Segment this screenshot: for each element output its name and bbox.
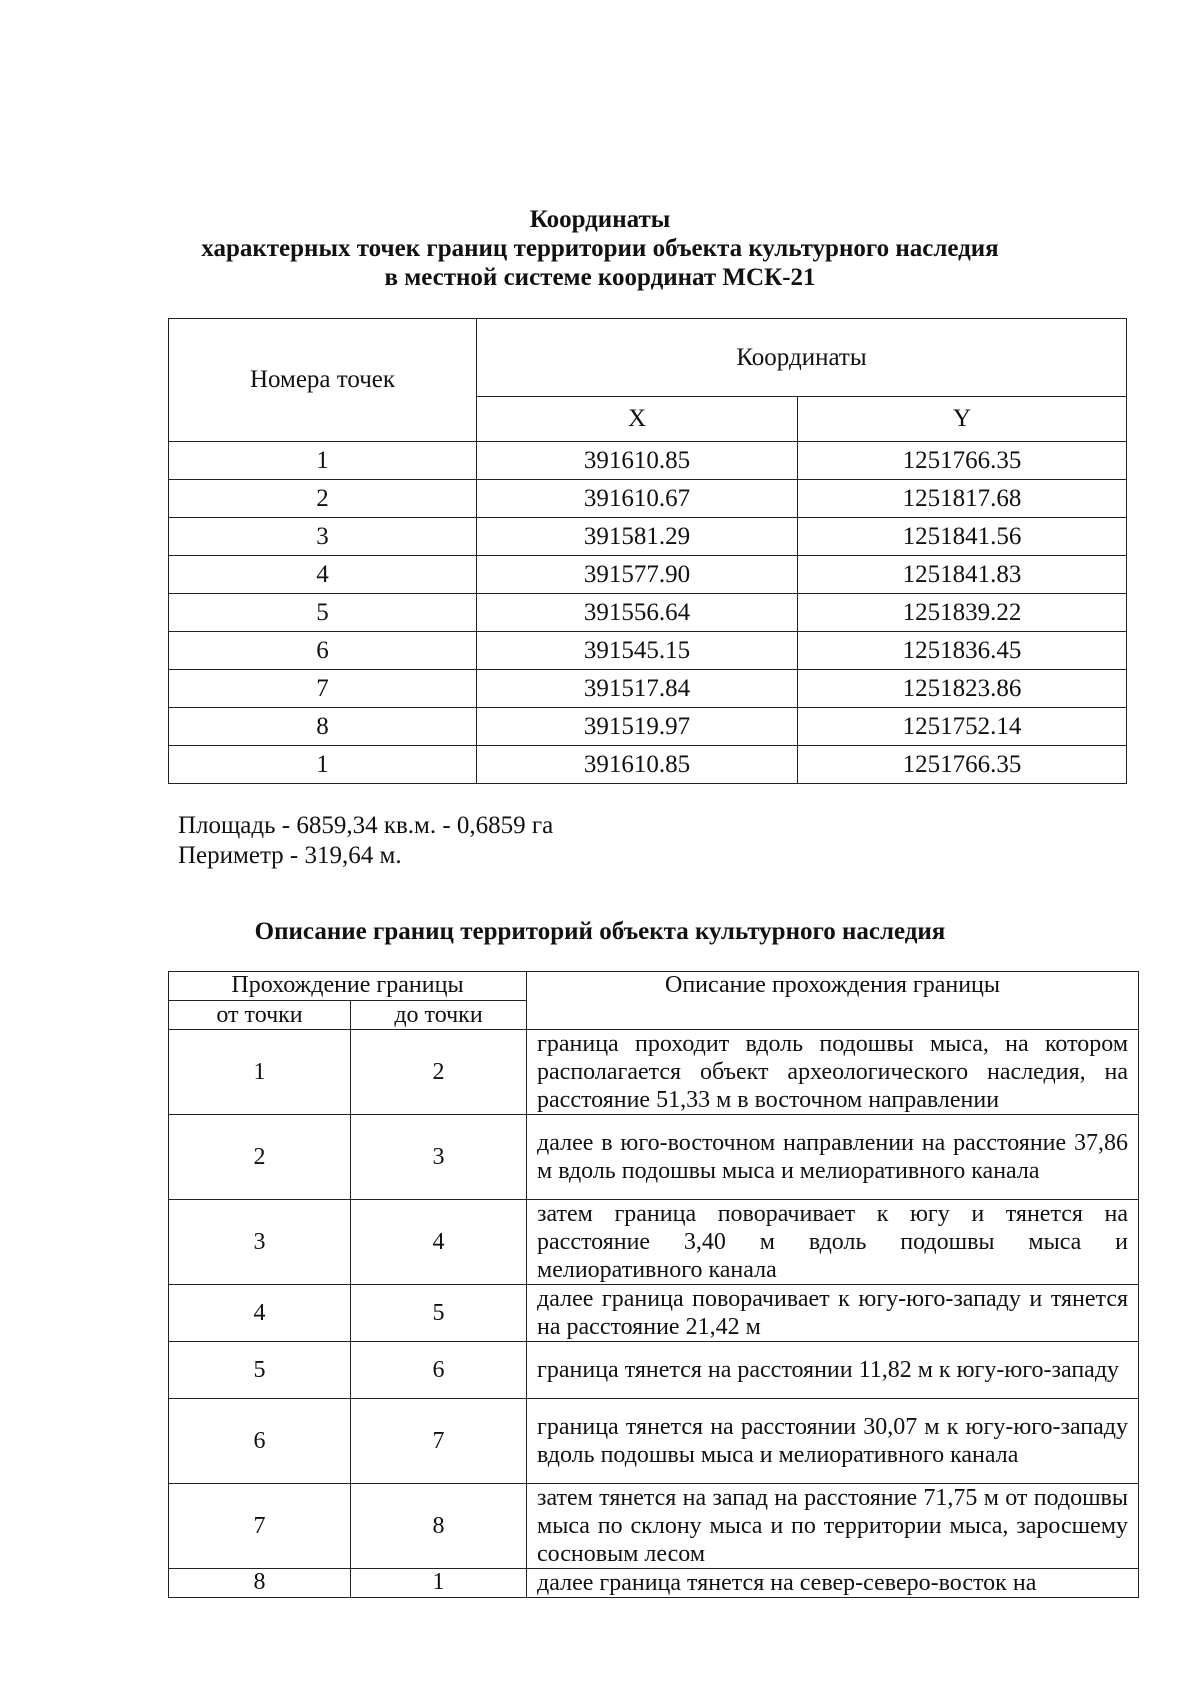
- point-number: 1: [169, 442, 477, 480]
- to-point: 4: [351, 1200, 527, 1285]
- point-number: 5: [169, 594, 477, 632]
- point-number: 3: [169, 518, 477, 556]
- table-row: [169, 670, 1127, 708]
- y-value: 1251839.22: [798, 594, 1127, 632]
- table-row: [169, 1399, 1139, 1484]
- x-value: 391545.15: [477, 632, 798, 670]
- coordinates-table: [168, 318, 1127, 784]
- to-point: 8: [351, 1484, 527, 1569]
- y-value: 1251823.86: [798, 670, 1127, 708]
- from-point: 3: [169, 1200, 351, 1285]
- to-point: 3: [351, 1115, 527, 1200]
- table-row: [169, 518, 1127, 556]
- x-value: 391610.85: [477, 746, 798, 784]
- point-number: 7: [169, 670, 477, 708]
- from-point: 1: [169, 1030, 351, 1115]
- table-row: [169, 1285, 1139, 1342]
- table-row: [169, 594, 1127, 632]
- point-number: 4: [169, 556, 477, 594]
- x-value: 391610.85: [477, 442, 798, 480]
- from-point: 2: [169, 1115, 351, 1200]
- y-value: 1251766.35: [798, 746, 1127, 784]
- coordinates-title-line1: Координаты: [529, 206, 671, 233]
- coordinates-title: [0, 205, 1200, 292]
- coordinates-title-line3: в местной системе координат МСК-21: [384, 264, 816, 291]
- x-value: 391577.90: [477, 556, 798, 594]
- table-row: [169, 1200, 1139, 1285]
- from-point: 6: [169, 1399, 351, 1484]
- table-row: [169, 1569, 1139, 1598]
- area-info: [178, 811, 553, 871]
- to-point: 7: [351, 1399, 527, 1484]
- table-row: [169, 632, 1127, 670]
- coordinates-title-line2: характерных точек границ территории объекта культурного наследия: [201, 235, 999, 262]
- x-value: 391556.64: [477, 594, 798, 632]
- to-header: до точки: [351, 1001, 527, 1030]
- area-text: Площадь - 6859,34 кв.м. - 0,6859 га: [178, 812, 554, 839]
- boundary-description: граница проходит вдоль подошвы мыса, на котором располагается объект археологического наследия, на расстояние 51,33 м в восточном направлении: [527, 1030, 1139, 1115]
- boundary-description: затем тянется на запад на расстояние 71,75 м от подошвы мыса по склону мыса и по территории мыса, заросшему сосновым лесом: [527, 1484, 1139, 1569]
- to-point: 6: [351, 1342, 527, 1399]
- from-header: от точки: [169, 1001, 351, 1030]
- description-title: Описание границ территорий объекта культурного наследия: [254, 918, 946, 945]
- boundary-description: затем граница поворачивает к югу и тянется на расстояние 3,40 м вдоль подошвы мыса и мелиоративного канала: [527, 1200, 1139, 1285]
- boundary-description: далее граница тянется на север-северо-восток на: [537, 1570, 1037, 1596]
- boundary-description: граница тянется на расстоянии 11,82 м к югу-юго-западу: [527, 1342, 1139, 1399]
- to-point: 2: [351, 1030, 527, 1115]
- table-row: [169, 746, 1127, 784]
- perimeter-text: Периметр - 319,64 м.: [178, 842, 402, 869]
- point-number: 1: [169, 746, 477, 784]
- from-point: 7: [169, 1484, 351, 1569]
- from-point: 4: [169, 1285, 351, 1342]
- y-value: 1251841.56: [798, 518, 1127, 556]
- x-value: 391581.29: [477, 518, 798, 556]
- boundary-description: граница тянется на расстоянии 30,07 м к югу-юго-западу вдоль подошвы мыса и мелиоративного канала: [527, 1399, 1139, 1484]
- table-row: [169, 708, 1127, 746]
- point-number: 8: [169, 708, 477, 746]
- point-number: 2: [169, 480, 477, 518]
- to-point: 1: [351, 1569, 527, 1598]
- x-value: 391517.84: [477, 670, 798, 708]
- y-value: 1251836.45: [798, 632, 1127, 670]
- y-value: 1251817.68: [798, 480, 1127, 518]
- table-row: [169, 556, 1127, 594]
- table-row: [169, 442, 1127, 480]
- boundary-description: далее граница поворачивает к югу-юго-западу и тянется на расстояние 21,42 м: [527, 1285, 1139, 1342]
- to-point: 5: [351, 1285, 527, 1342]
- from-point: 5: [169, 1342, 351, 1399]
- boundary-description: далее в юго-восточном направлении на расстояние 37,86 м вдоль подошвы мыса и мелиоративного канала: [527, 1115, 1139, 1200]
- x-header: X: [477, 397, 798, 442]
- table-row: [169, 1342, 1139, 1399]
- description-header: Описание прохождения границы: [527, 972, 1139, 1030]
- y-value: 1251752.14: [798, 708, 1127, 746]
- x-value: 391610.67: [477, 480, 798, 518]
- y-value: 1251766.35: [798, 442, 1127, 480]
- from-point: 8: [169, 1569, 351, 1598]
- table-row: [169, 1030, 1139, 1115]
- points-header: Номера точек: [169, 319, 477, 442]
- table-row: [169, 480, 1127, 518]
- x-value: 391519.97: [477, 708, 798, 746]
- point-number: 6: [169, 632, 477, 670]
- boundary-table: [168, 971, 1139, 1598]
- coords-header: Координаты: [477, 319, 1127, 397]
- table-row: [169, 1115, 1139, 1200]
- table-row: [169, 1484, 1139, 1569]
- y-value: 1251841.83: [798, 556, 1127, 594]
- y-header: Y: [798, 397, 1127, 442]
- boundary-description-cell: [527, 1569, 1139, 1598]
- passage-header: Прохождение границы: [169, 972, 527, 1001]
